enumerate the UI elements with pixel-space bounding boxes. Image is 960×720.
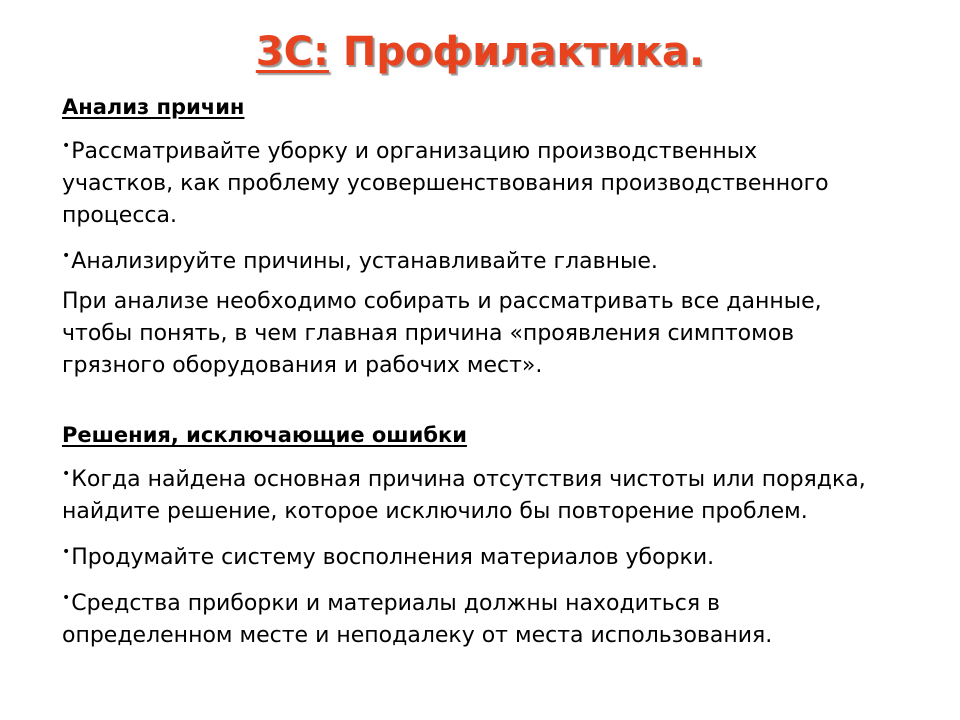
paragraph-line: Анализируйте причины, устанавливайте главные.: [71, 249, 658, 274]
bullet-paragraph: [62, 130, 922, 232]
paragraph-line: процесса.: [62, 203, 177, 228]
slide-title: [0, 24, 960, 80]
bullet-icon: •: [62, 138, 71, 154]
section-cause-analysis: [62, 92, 922, 382]
bullet-icon: •: [62, 544, 71, 560]
paragraph-line: грязного оборудования и рабочих мест».: [62, 353, 543, 378]
section-heading: Анализ причин: [62, 95, 245, 119]
paragraph-line: чтобы понять, в чем главная причина «проявления симптомов: [62, 321, 795, 346]
paragraph-line: При анализе необходимо собирать и рассматривать все данные,: [62, 289, 822, 314]
paragraph-line: Средства приборки и материалы должны находиться в: [71, 591, 721, 616]
slide-body: [62, 92, 922, 652]
plain-paragraph: [62, 286, 922, 382]
paragraph-line: определенном месте и неподалеку от места использования.: [62, 623, 773, 648]
paragraph-line: Продумайте систему восполнения материалов уборки.: [71, 545, 715, 570]
paragraph-line: Рассматривайте уборку и организацию производственных: [71, 139, 758, 164]
bullet-icon: •: [62, 466, 71, 482]
bullet-icon: •: [62, 590, 71, 606]
bullet-paragraph: [62, 582, 922, 652]
bullet-icon: •: [62, 248, 71, 264]
bullet-paragraph: [62, 458, 922, 528]
bullet-paragraph: [62, 240, 922, 278]
bullet-paragraph: [62, 536, 922, 574]
paragraph-line: участков, как проблему усовершенствования производственного: [62, 171, 829, 196]
paragraph-line: найдите решение, которое исключило бы повторение проблем.: [62, 499, 808, 524]
section-heading: Решения, исключающие ошибки: [62, 423, 467, 447]
title-main: Профилактика.: [328, 29, 705, 75]
paragraph-line: Когда найдена основная причина отсутствия чистоты или порядка,: [71, 467, 866, 492]
section-error-proof-solutions: [62, 420, 922, 652]
title-prefix: 3С:: [255, 29, 329, 75]
